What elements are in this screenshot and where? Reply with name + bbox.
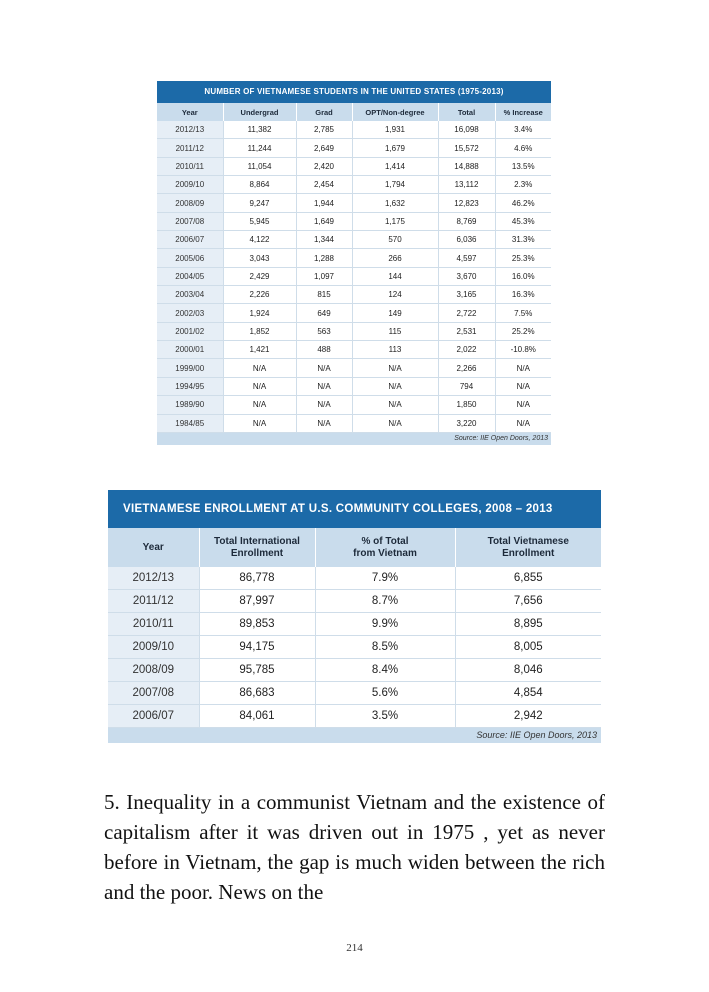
column-header: Year (108, 528, 199, 567)
table-row (157, 194, 551, 212)
table-cell: 570 (352, 231, 438, 249)
table-cell: 2,266 (438, 359, 495, 377)
year-cell: 2011/12 (157, 139, 223, 157)
table-cell: 4,122 (223, 231, 296, 249)
table-row (157, 304, 551, 322)
year-cell: 2012/13 (157, 121, 223, 139)
table-cell: 144 (352, 267, 438, 285)
table-cell: 9,247 (223, 194, 296, 212)
column-header: Year (157, 103, 223, 121)
table-cell: 94,175 (199, 636, 315, 659)
table-cell: 115 (352, 322, 438, 340)
table-cell: 13,112 (438, 176, 495, 194)
table-cell: 794 (438, 377, 495, 395)
table-cell: N/A (352, 396, 438, 414)
table-row (157, 121, 551, 139)
year-cell: 2011/12 (108, 590, 199, 613)
year-cell: 2010/11 (157, 157, 223, 175)
year-cell: 2001/02 (157, 322, 223, 340)
table-row (157, 322, 551, 340)
table-cell: -10.8% (495, 341, 551, 359)
year-cell: 1984/85 (157, 414, 223, 432)
table-cell: 1,679 (352, 139, 438, 157)
table-cell: 3,670 (438, 267, 495, 285)
table-cell: 11,244 (223, 139, 296, 157)
year-cell: 2004/05 (157, 267, 223, 285)
table-cell: 2,022 (438, 341, 495, 359)
year-cell: 2012/13 (108, 567, 199, 590)
table-cell: 11,382 (223, 121, 296, 139)
table-cell: 1,632 (352, 194, 438, 212)
table-cell: 45.3% (495, 212, 551, 230)
table-cell: 6,855 (455, 567, 601, 590)
table-cell: N/A (223, 377, 296, 395)
table-cell: 3.4% (495, 121, 551, 139)
table-cell: 2,649 (296, 139, 352, 157)
column-header: % Increase (495, 103, 551, 121)
table-cell: N/A (495, 396, 551, 414)
table-cell: 4.6% (495, 139, 551, 157)
table-cell: 1,931 (352, 121, 438, 139)
table-row (157, 286, 551, 304)
table-cell: 2,785 (296, 121, 352, 139)
year-cell: 1989/90 (157, 396, 223, 414)
year-cell: 1999/00 (157, 359, 223, 377)
table-cell: 31.3% (495, 231, 551, 249)
table-cell: 86,683 (199, 682, 315, 705)
table-row (157, 396, 551, 414)
table-cell: 1,421 (223, 341, 296, 359)
table-cell: 4,854 (455, 682, 601, 705)
table-row (157, 249, 551, 267)
table-cell: 1,414 (352, 157, 438, 175)
column-header: OPT/Non-degree (352, 103, 438, 121)
year-cell: 2007/08 (157, 212, 223, 230)
table-cell: 2,429 (223, 267, 296, 285)
table-cell: 488 (296, 341, 352, 359)
table-cell: 11,054 (223, 157, 296, 175)
year-cell: 2007/08 (108, 682, 199, 705)
year-cell: 2006/07 (157, 231, 223, 249)
table-cell: 3.5% (315, 705, 455, 728)
table-cell: 1,344 (296, 231, 352, 249)
table-cell: N/A (495, 414, 551, 432)
table-cell: N/A (223, 396, 296, 414)
table-cell: 3,165 (438, 286, 495, 304)
table-cell: 86,778 (199, 567, 315, 590)
column-header: Total Vietnamese Enrollment (455, 528, 601, 567)
body-paragraph: 5. Inequality in a communist Vietnam and the existence of capitalism after it was driven out in 1975 , yet as never before in Vietnam, the gap is much widen between the rich and the poor. News on the (104, 790, 605, 904)
column-header: Grad (296, 103, 352, 121)
table-cell: N/A (352, 377, 438, 395)
table-cell: 8.5% (315, 636, 455, 659)
table-row (157, 414, 551, 432)
table-cell: 25.3% (495, 249, 551, 267)
table-row (157, 176, 551, 194)
table-cell: 649 (296, 304, 352, 322)
table-cell: 7.5% (495, 304, 551, 322)
page-number: 214 (346, 942, 363, 954)
table-cell: 46.2% (495, 194, 551, 212)
table-cell: N/A (223, 414, 296, 432)
table-cell: 95,785 (199, 659, 315, 682)
table-cell: 2,226 (223, 286, 296, 304)
table-row (157, 341, 551, 359)
table-cell: N/A (352, 359, 438, 377)
table-row (108, 659, 601, 682)
column-header: Total (438, 103, 495, 121)
table-row (108, 567, 601, 590)
table-cell: N/A (495, 359, 551, 377)
year-cell: 2003/04 (157, 286, 223, 304)
table-cell: 1,850 (438, 396, 495, 414)
table-cell: 8.7% (315, 590, 455, 613)
table-row (108, 636, 601, 659)
table-cell: 7,656 (455, 590, 601, 613)
students-table (157, 81, 551, 445)
table-row (108, 613, 601, 636)
year-cell: 2005/06 (157, 249, 223, 267)
table-cell: 1,288 (296, 249, 352, 267)
table-cell: 14,888 (438, 157, 495, 175)
table-cell: 2,531 (438, 322, 495, 340)
table-cell: 9.9% (315, 613, 455, 636)
table-cell: N/A (223, 359, 296, 377)
students-table-source: Source: IIE Open Doors, 2013 (157, 433, 551, 445)
year-cell: 2009/10 (157, 176, 223, 194)
table-cell: 84,061 (199, 705, 315, 728)
table-cell: N/A (296, 377, 352, 395)
community-college-header-row (108, 528, 601, 567)
table-cell: 1,097 (296, 267, 352, 285)
table-cell: 1,852 (223, 322, 296, 340)
year-cell: 1994/95 (157, 377, 223, 395)
table-row (157, 212, 551, 230)
table-cell: 3,220 (438, 414, 495, 432)
table-cell: 3,043 (223, 249, 296, 267)
year-cell: 2002/03 (157, 304, 223, 322)
table-row (108, 590, 601, 613)
table-row (157, 139, 551, 157)
table-cell: N/A (296, 359, 352, 377)
table-cell: 2.3% (495, 176, 551, 194)
table-cell: 7.9% (315, 567, 455, 590)
table-cell: 89,853 (199, 613, 315, 636)
community-college-table-source: Source: IIE Open Doors, 2013 (108, 728, 601, 743)
community-college-table (108, 490, 601, 743)
table-cell: 1,924 (223, 304, 296, 322)
table-cell: 4,597 (438, 249, 495, 267)
table-cell: 16,098 (438, 121, 495, 139)
column-header: % of Total from Vietnam (315, 528, 455, 567)
year-cell: 2008/09 (108, 659, 199, 682)
table-cell: 13.5% (495, 157, 551, 175)
table-cell: 8,769 (438, 212, 495, 230)
table-cell: 1,649 (296, 212, 352, 230)
students-table-title: NUMBER OF VIETNAMESE STUDENTS IN THE UNITED STATES (1975-2013) (157, 81, 551, 103)
table-row (108, 705, 601, 728)
table-cell: 15,572 (438, 139, 495, 157)
year-cell: 2010/11 (108, 613, 199, 636)
year-cell: 2000/01 (157, 341, 223, 359)
table-cell: 5,945 (223, 212, 296, 230)
table-cell: 2,722 (438, 304, 495, 322)
year-cell: 2006/07 (108, 705, 199, 728)
table-cell: 16.3% (495, 286, 551, 304)
table-cell: 124 (352, 286, 438, 304)
table-cell: 16.0% (495, 267, 551, 285)
table-row (157, 377, 551, 395)
table-cell: 2,942 (455, 705, 601, 728)
year-cell: 2008/09 (157, 194, 223, 212)
table-row (157, 231, 551, 249)
table-cell: 8.4% (315, 659, 455, 682)
table-cell: 1,944 (296, 194, 352, 212)
table-cell: N/A (296, 396, 352, 414)
column-header: Undergrad (223, 103, 296, 121)
table-cell: 8,864 (223, 176, 296, 194)
table-cell: 87,997 (199, 590, 315, 613)
table-row (157, 359, 551, 377)
table-cell: 8,895 (455, 613, 601, 636)
table-cell: 149 (352, 304, 438, 322)
table-cell: 8,046 (455, 659, 601, 682)
table-row (157, 157, 551, 175)
table-cell: 2,454 (296, 176, 352, 194)
table-cell: 113 (352, 341, 438, 359)
table-row (157, 267, 551, 285)
community-college-table-title: VIETNAMESE ENROLLMENT AT U.S. COMMUNITY COLLEGES, 2008 – 2013 (108, 490, 601, 528)
table-cell: 2,420 (296, 157, 352, 175)
table-row (108, 682, 601, 705)
table-cell: 815 (296, 286, 352, 304)
table-cell: N/A (296, 414, 352, 432)
table-cell: 12,823 (438, 194, 495, 212)
table-cell: 8,005 (455, 636, 601, 659)
table-cell: 563 (296, 322, 352, 340)
table-cell: 1,175 (352, 212, 438, 230)
table-cell: 266 (352, 249, 438, 267)
year-cell: 2009/10 (108, 636, 199, 659)
table-cell: 1,794 (352, 176, 438, 194)
table-cell: N/A (495, 377, 551, 395)
students-table-header-row (157, 103, 551, 121)
table-cell: 6,036 (438, 231, 495, 249)
table-cell: 5.6% (315, 682, 455, 705)
table-cell: 25.2% (495, 322, 551, 340)
table-cell: N/A (352, 414, 438, 432)
column-header: Total International Enrollment (199, 528, 315, 567)
